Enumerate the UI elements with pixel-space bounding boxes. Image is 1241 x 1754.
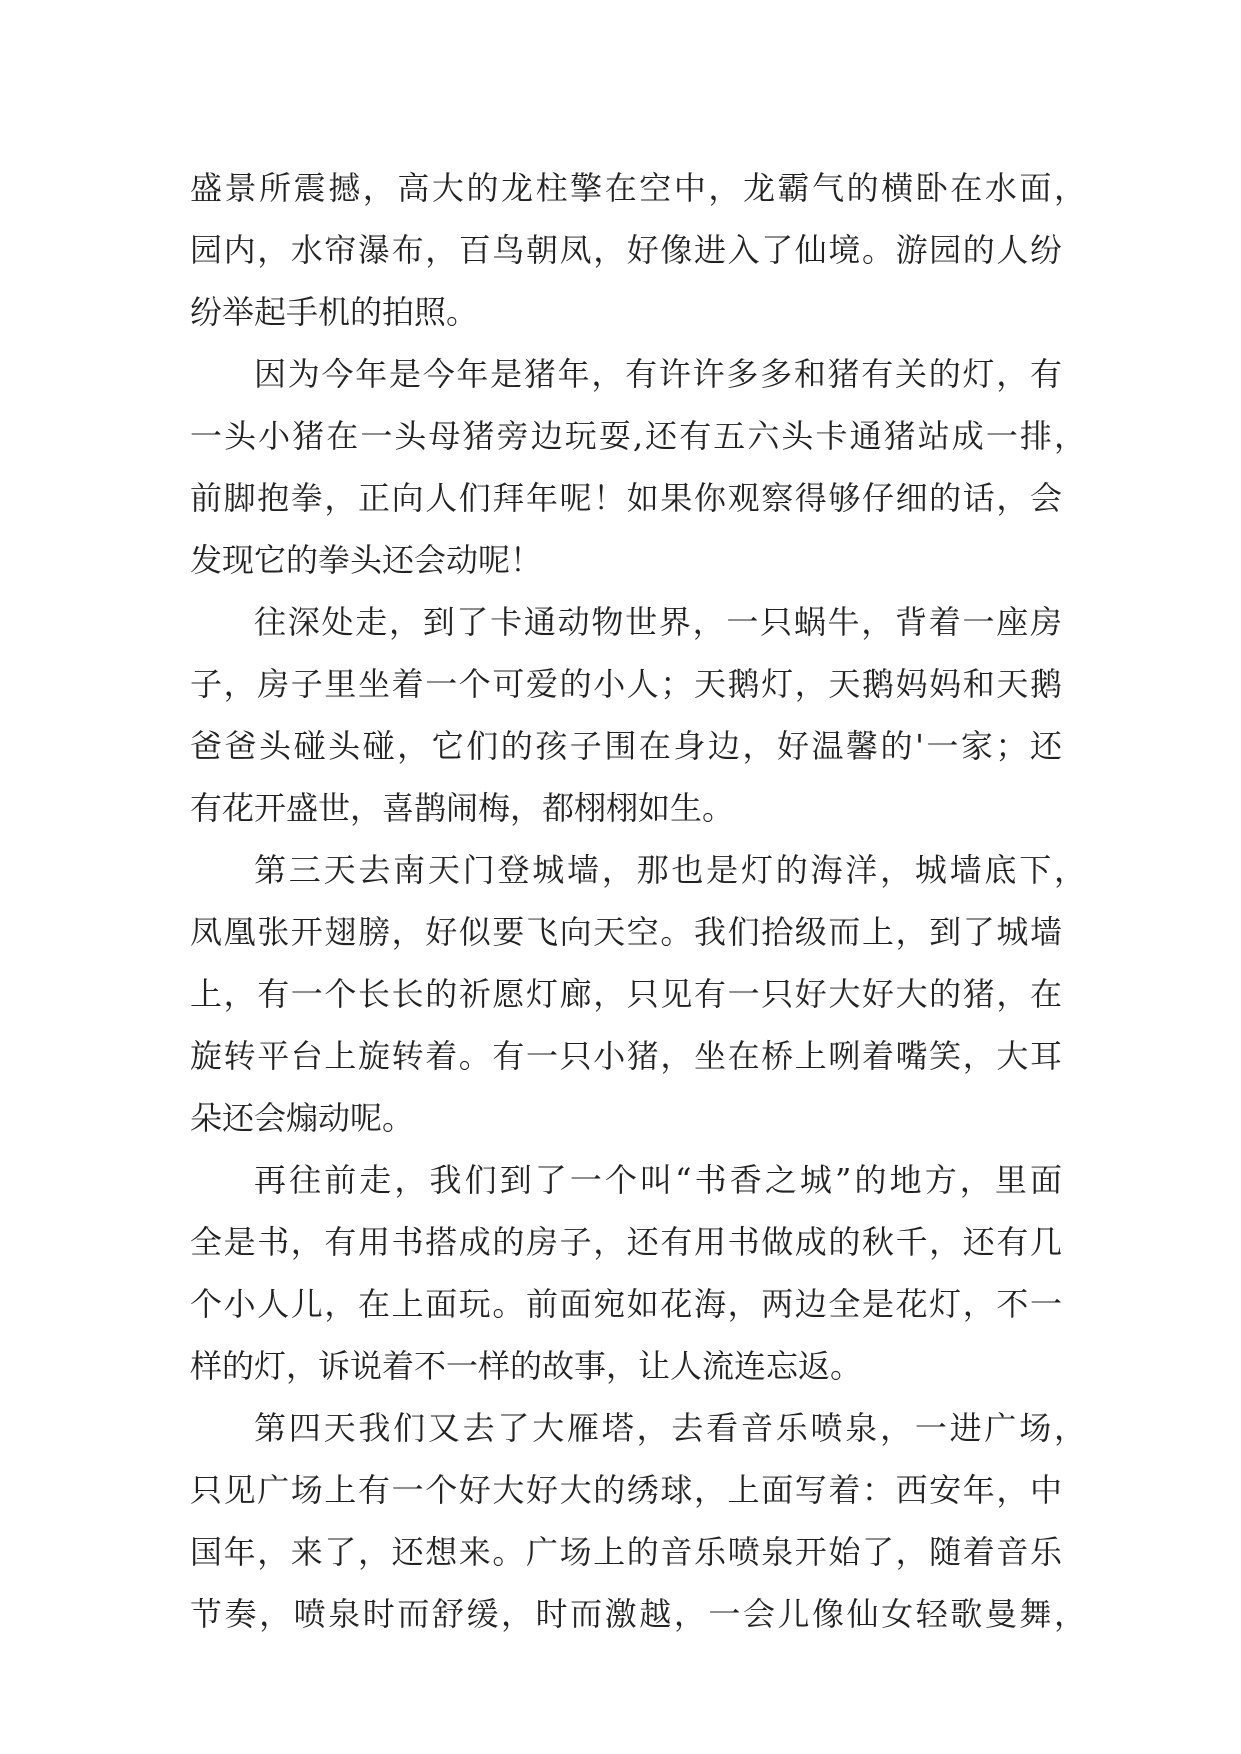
text-line: 旋转平台上旋转着。有一只小猪，坐在桥上咧着嘴笑，大耳 xyxy=(190,1037,1062,1075)
text-line: 全是书，有用书搭成的房子，还有用书做成的秋千，还有几 xyxy=(190,1223,1062,1261)
text-line: 样的灯，诉说着不一样的故事，让人流连忘返。 xyxy=(190,1347,863,1385)
text-line: 发现它的拳头还会动呢！ xyxy=(190,541,543,579)
text-line: 朵还会煽动呢。 xyxy=(190,1099,415,1137)
text-line: 爸爸头碰头碰，它们的孩子围在身边，好温馨的'一家；还 xyxy=(190,727,1062,765)
paragraph xyxy=(190,839,1086,1149)
text-line: 个小人儿，在上面玩。前面宛如花海，两边全是花灯，不一 xyxy=(190,1285,1062,1323)
text-line: 子，房子里坐着一个可爱的小人；天鹅灯，天鹅妈妈和天鹅 xyxy=(190,665,1062,703)
text-line: 再往前走，我们到了一个叫“书香之城”的地方，里面 xyxy=(254,1161,1062,1199)
text-line: 第三天去南天门登城墙，那也是灯的海洋，城墙底下， xyxy=(254,851,1086,889)
text-line: 只见广场上有一个好大好大的绣球，上面写着：西安年，中 xyxy=(190,1471,1062,1509)
paragraph xyxy=(190,343,1086,591)
text-line: 上，有一个长长的祈愿灯廊，只见有一只好大好大的猪，在 xyxy=(190,975,1062,1013)
text-line: 一头小猪在一头母猪旁边玩耍,还有五六头卡通猪站成一排， xyxy=(190,417,1086,455)
text-line: 纷举起手机的拍照。 xyxy=(190,293,479,331)
text-line: 第四天我们又去了大雁塔，去看音乐喷泉，一进广场， xyxy=(254,1409,1086,1447)
text-line: 园内，水帘瀑布，百鸟朝凤，好像进入了仙境。游园的人纷 xyxy=(190,231,1062,269)
text-line: 前脚抱拳，正向人们拜年呢！如果你观察得够仔细的话，会 xyxy=(190,479,1062,517)
text-line: 有花开盛世，喜鹊闹梅，都栩栩如生。 xyxy=(190,789,735,827)
text-line: 盛景所震撼，高大的龙柱擎在空中，龙霸气的横卧在水面， xyxy=(190,169,1086,207)
text-line: 节奏，喷泉时而舒缓，时而激越，一会儿像仙女轻歌曼舞， xyxy=(190,1595,1086,1633)
text-line: 往深处走，到了卡通动物世界，一只蜗牛，背着一座房 xyxy=(254,603,1062,641)
text-line: 国年，来了，还想来。广场上的音乐喷泉开始了，随着音乐 xyxy=(190,1533,1062,1571)
paragraph xyxy=(190,157,1086,343)
document-body xyxy=(190,157,1086,1645)
text-line: 凤凰张开翅膀，好似要飞向天空。我们拾级而上，到了城墙 xyxy=(190,913,1062,951)
paragraph xyxy=(190,591,1062,839)
paragraph xyxy=(190,1397,1086,1645)
paragraph xyxy=(190,1149,1062,1397)
text-line: 因为今年是今年是猪年，有许许多多和猪有关的灯，有 xyxy=(254,355,1062,393)
